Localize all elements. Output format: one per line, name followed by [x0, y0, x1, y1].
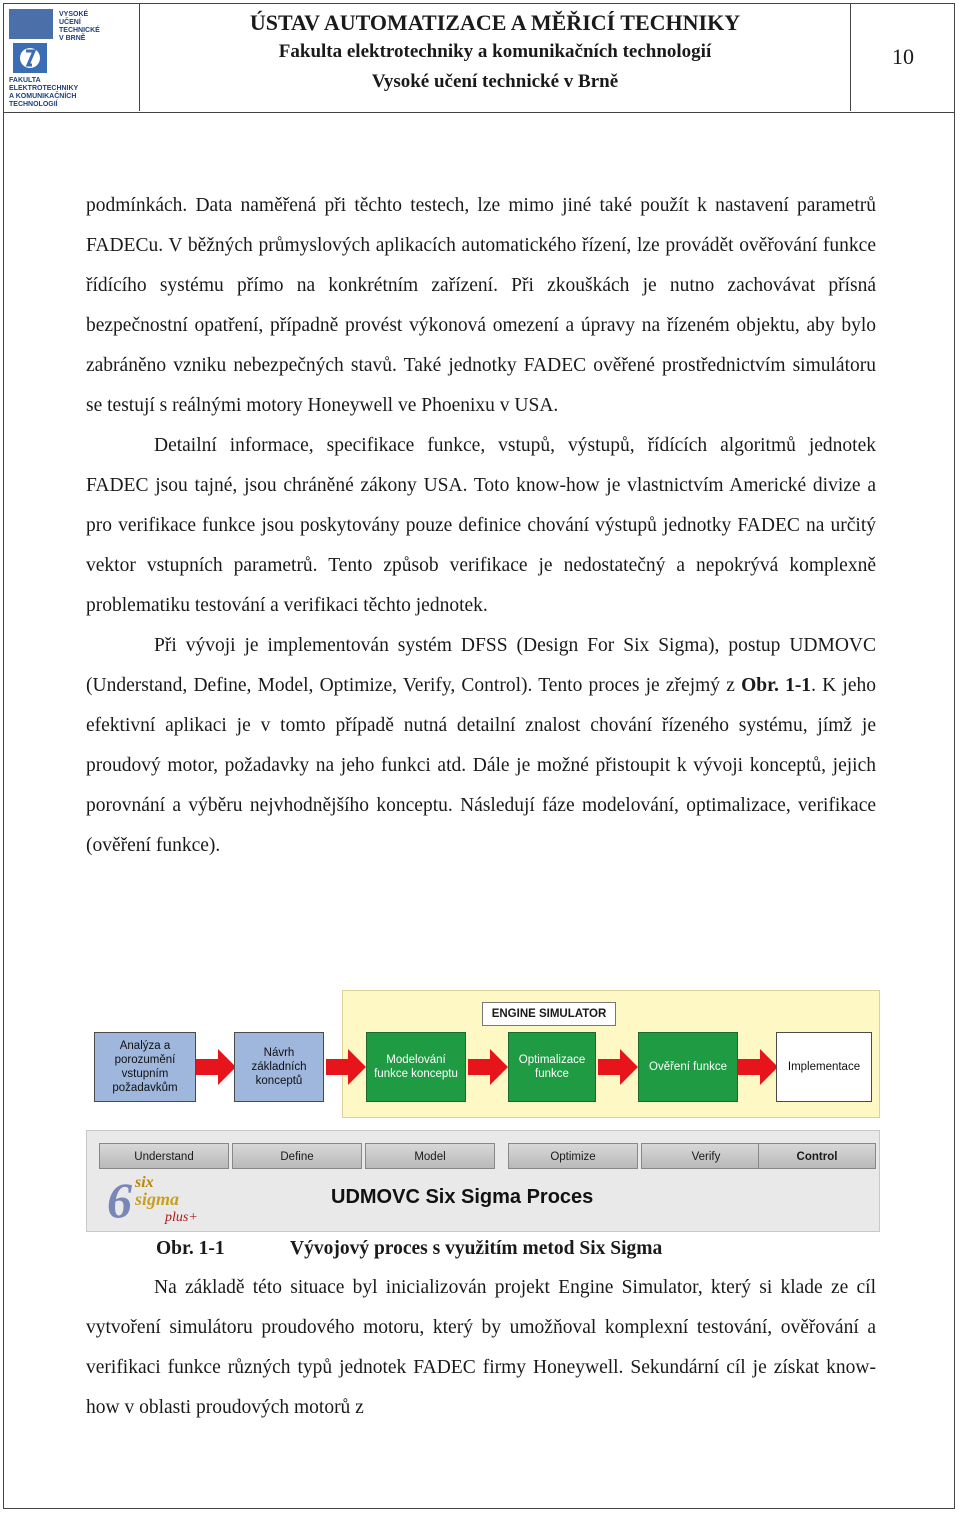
- faculty-name: Fakulta elektrotechniky a komunikačních technologií: [278, 41, 712, 62]
- institute-name: ÚSTAV AUTOMATIZACE A MĚŘICÍ TECHNIKY: [249, 10, 741, 35]
- page-header: [3, 3, 955, 113]
- step-understand: Understand: [99, 1143, 229, 1169]
- faculty-logo-icon: [13, 43, 47, 73]
- step-model: Model: [365, 1143, 495, 1169]
- logo-plus-word: plus+: [165, 1210, 198, 1225]
- paragraph-4: Na základě této situace byl inicializován projekt Engine Simulator, který si klade ze cíl vytvoření simulátoru proudového motoru, který by umožňoval komplexní testování, ověřování a verifikaci funkce různých typů jednotek FADEC firmy Honeywell. Sekundární cíl je získat know-how v oblasti proudových motorů z: [86, 1277, 876, 1418]
- caption-text: Vývojový proces s využitím metod Six Sigma: [290, 1238, 663, 1259]
- arrow-right-icon: [598, 1049, 638, 1085]
- arrow-right-icon: [468, 1049, 508, 1085]
- engine-simulator-label: ENGINE SIMULATOR: [482, 1002, 616, 1026]
- stage-modeling: Modelování funkce konceptu: [366, 1032, 466, 1102]
- stage-concept-design: Návrh základních konceptů: [234, 1032, 324, 1102]
- six-sigma-diagram: [86, 990, 886, 1235]
- paragraph-3: Při vývoji je implementován systém DFSS (Design For Six Sigma), postup UDMOVC (Understand, Define, Model, Optimize, Verify, Control). Tento proces je zřejmý z Obr. 1-1. K jeho efektivní aplikaci je v tomto případě nutná detailní znalost chování řízeného systému, jímž je proudový motor, požadavky na jeho funkci atd. Dále je možné přistoupit k vývoji konceptů, jejich porovnání a výběru nejvhodnějšího konceptu. Následují fáze modelování, optimalizace, verifikace (ověření funkce).: [86, 635, 876, 856]
- logo-top-text: VYSOKÉ UČENÍ TECHNICKÉ V BRNĚ: [59, 11, 100, 42]
- arrow-right-icon: [196, 1049, 236, 1085]
- arrow-right-icon: [326, 1049, 366, 1085]
- logo-six-word: six: [135, 1174, 154, 1191]
- stage-verification: Ověření funkce: [638, 1032, 738, 1102]
- logo-sigma-word: sigma: [135, 1189, 180, 1209]
- udmovc-panel: [86, 1130, 880, 1232]
- udmovc-title: UDMOVC Six Sigma Proces: [331, 1186, 594, 1208]
- logo-bottom-text: FAKULTA ELEKTROTECHNIKY A KOMUNIKAČNÍCH TECHNOLOGIÍ: [9, 77, 79, 108]
- stage-optimization: Optimalizace funkce: [508, 1032, 596, 1102]
- caption-number: Obr. 1-1: [156, 1238, 225, 1259]
- stage-analysis: Analýza a porozumění vstupním požadavkům: [94, 1032, 196, 1102]
- figure-caption: [156, 1236, 662, 1262]
- step-optimize: Optimize: [508, 1143, 638, 1169]
- figure-reference: Obr. 1-1: [741, 675, 812, 696]
- stage-implementation: Implementace: [776, 1032, 872, 1102]
- six-sigma-plus-logo: [105, 1171, 225, 1226]
- step-control: Control: [758, 1143, 876, 1169]
- vut-logo-icon: [9, 9, 53, 39]
- body-text: [86, 186, 876, 866]
- header-titles: [140, 3, 850, 111]
- body-text-continued: [86, 1268, 876, 1428]
- step-define: Define: [232, 1143, 362, 1169]
- university-logo: [3, 3, 140, 111]
- step-verify: Verify: [641, 1143, 771, 1169]
- university-name: Vysoké učení technické v Brně: [371, 71, 619, 92]
- paragraph-2: Detailní informace, specifikace funkce, vstupů, výstupů, řídících algoritmů jednotek FADEC jsou tajné, jsou chráněné zákony USA. Toto know-how je vlastnictvím Americké divize a pro verifikace funkce jsou poskytovány pouze definice chování výstupů jednotky FADEC na určitý vektor vstupních parametrů. Tento způsob verifikace je nedostatečný a nepokrývá komplexně problematiku testování a verifikaci těchto jednotek.: [86, 435, 876, 616]
- arrow-right-icon: [738, 1049, 778, 1085]
- logo-six-digit: 6: [107, 1172, 132, 1226]
- paragraph-1: podmínkách. Data naměřená při těchto testech, lze mimo jiné také použít k nastavení parametrů FADECu. V běžných průmyslových aplikacích automatického řízení, lze provádět ověřování funkce řídícího systému přímo na konkrétním zařízení. Při zkouškách je nutno zachovávat přísná bezpečnostní opatření, případně provést výkonová omezení a úpravy na řízeném objektu, aby bylo zabráněno vzniku nebezpečných stavů. Také jednotky FADEC ověřené prostřednictvím simulátoru se testují s reálnými motory Honeywell ve Phoenixu v USA.: [86, 195, 876, 416]
- page-number: 10: [850, 3, 955, 111]
